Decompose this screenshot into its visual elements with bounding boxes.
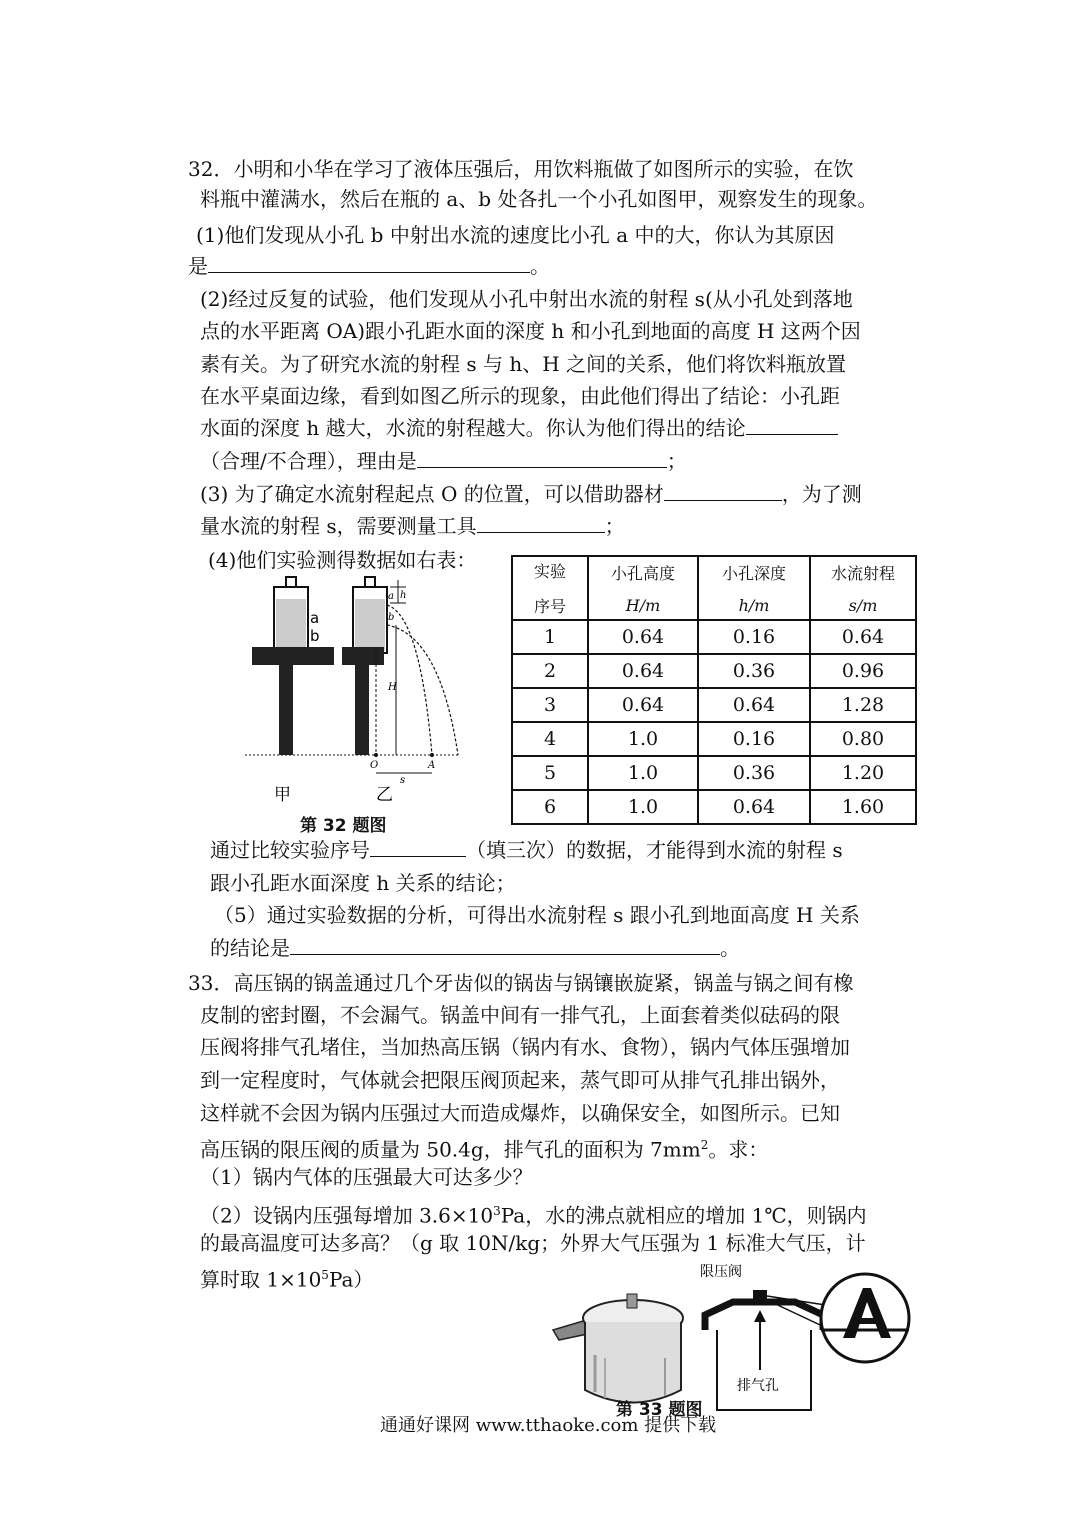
q32-line-10-end: ； xyxy=(666,449,687,473)
q32-line-4-end: 。 xyxy=(530,254,550,278)
q33-line-9: 的最高温度可达多高？（g 取 10N/kg；外界大气压强为 1 标准大气压，计 xyxy=(200,1231,866,1255)
q32-line-12 xyxy=(200,511,625,541)
answer-blank-6[interactable] xyxy=(370,836,466,857)
q32-line-15: 跟小孔距水面深度 h 关系的结论； xyxy=(210,871,516,895)
q33-line-7: （1）锅内气体的压强最大可达多少？ xyxy=(200,1165,533,1189)
q32-line-14-text: 通过比较实验序号 xyxy=(210,838,370,862)
label-O: O xyxy=(370,760,379,771)
table-row xyxy=(512,722,916,756)
q32-line-5: (2)经过反复的试验，他们发现从小孔中射出水流的射程 s(从小孔处到落地 xyxy=(200,287,853,311)
table-row xyxy=(512,790,916,824)
label-a2: a xyxy=(388,591,394,602)
answer-blank-4[interactable] xyxy=(664,480,782,501)
table-header-row xyxy=(512,556,916,620)
table-cell: 0.16 xyxy=(698,620,810,654)
table-row xyxy=(512,620,916,654)
q32-line-10 xyxy=(200,446,687,476)
q32-line-9 xyxy=(200,413,838,443)
label-jia: 甲 xyxy=(274,785,291,805)
table-cell: 1.0 xyxy=(588,756,698,790)
table-cell: 1.0 xyxy=(588,722,698,756)
table-cell: 0.36 xyxy=(698,654,810,688)
table-cell: 4 xyxy=(512,722,588,756)
label-valve: 限压阀 xyxy=(700,1264,742,1280)
figure-33 xyxy=(545,1260,915,1430)
label-yi: 乙 xyxy=(376,785,393,805)
q33-line-10 xyxy=(200,1260,373,1295)
q33-line-8-text: （2）设锅内压强每增加 3.6×10 xyxy=(200,1203,494,1228)
footer-source: 通通好课网 www.tthaoke.com 提供下载 xyxy=(380,1415,717,1436)
table-cell: 0.64 xyxy=(810,620,916,654)
q32-line-16: （5）通过实验数据的分析，可得出水流射程 s 跟小孔到地面高度 H 关系 xyxy=(214,903,860,927)
q32-line-4 xyxy=(188,251,550,281)
q33-line-4: 到一定程度时，气体就会把限压阀顶起来，蒸气即可从排气孔排出锅外， xyxy=(200,1068,840,1092)
table-row xyxy=(512,688,916,722)
q33-line-6 xyxy=(200,1130,768,1165)
q33-line-6-end: 。求： xyxy=(708,1137,769,1162)
table-cell: 3 xyxy=(512,688,588,722)
table-cell: 1.0 xyxy=(588,790,698,824)
table-cell: 1.20 xyxy=(810,756,916,790)
q32-line-12-end: ； xyxy=(604,514,625,538)
q33-line-10-end: Pa） xyxy=(328,1267,374,1292)
q32-line-3: (1)他们发现从小孔 b 中射出水流的速度比小孔 a 中的大，你认为其原因 xyxy=(196,223,835,247)
table-cell: 1.28 xyxy=(810,688,916,722)
q33-line-2: 皮制的密封圈，不会漏气。锅盖中间有一排气孔，上面套着类似砝码的限 xyxy=(200,1003,840,1027)
q32-line-11-text: (3) 为了确定水流射程起点 O 的位置，可以借助器材 xyxy=(200,482,664,506)
table-cell: 5 xyxy=(512,756,588,790)
bottle-jia-icon xyxy=(245,577,340,755)
table-cell: 0.36 xyxy=(698,756,810,790)
q33-line-5: 这样就不会因为锅内压强过大而造成爆炸，以确保安全，如图所示。已知 xyxy=(200,1101,840,1125)
header-cell: 小孔深度 h/m xyxy=(698,556,810,620)
label-s: s xyxy=(400,775,406,786)
table-cell: 1 xyxy=(512,620,588,654)
valve-detail-icon xyxy=(821,1274,909,1362)
q33-line-8-end: Pa，水的沸点就相应的增加 1℃，则锅内 xyxy=(500,1203,867,1228)
answer-blank-5[interactable] xyxy=(477,512,605,533)
figure-33-caption: 第 33 题图 xyxy=(616,1400,703,1420)
table-cell: 1.60 xyxy=(810,790,916,824)
q32-line-1: 32．小明和小华在学习了液体压强后，用饮料瓶做了如图所示的实验，在饮 xyxy=(188,157,854,181)
table-cell: 0.64 xyxy=(588,688,698,722)
q32-line-17 xyxy=(210,933,740,963)
q32-line-6: 点的水平距离 OA)跟小孔距水面的深度 h 和小孔到地面的高度 H 这两个因 xyxy=(200,319,861,343)
q32-line-17-text: 的结论是 xyxy=(210,936,290,960)
table-cell: 2 xyxy=(512,654,588,688)
table-row xyxy=(512,654,916,688)
table-cell: 0.64 xyxy=(588,620,698,654)
label-b: b xyxy=(310,627,320,645)
label-H: H xyxy=(388,682,397,693)
superscript: 3 xyxy=(493,1204,501,1218)
q32-line-14-end: （填三次）的数据，才能得到水流的射程 s xyxy=(466,838,843,862)
q32-line-11 xyxy=(200,479,862,509)
table-cell: 0.64 xyxy=(588,654,698,688)
table-cell: 0.96 xyxy=(810,654,916,688)
table-cell: 0.64 xyxy=(698,688,810,722)
answer-blank-1[interactable] xyxy=(208,252,530,273)
table-cell: 0.64 xyxy=(698,790,810,824)
figure-32-caption: 第 32 题图 xyxy=(300,816,387,836)
answer-blank-7[interactable] xyxy=(290,934,720,955)
q32-line-13: (4)他们实验测得数据如右表： xyxy=(208,548,477,572)
label-h: h xyxy=(400,590,407,601)
q32-line-14 xyxy=(210,835,843,865)
q32-line-4-text: 是 xyxy=(188,254,208,278)
q32-line-2: 料瓶中灌满水，然后在瓶的 a、b 处各扎一个小孔如图甲，观察发生的现象。 xyxy=(200,187,878,211)
q32-line-11-end: ，为了测 xyxy=(781,482,862,506)
header-cell: 小孔高度 H/m xyxy=(588,556,698,620)
label-vent: 排气孔 xyxy=(737,1378,779,1394)
label-a: a xyxy=(310,609,320,627)
table-row xyxy=(512,756,916,790)
q32-line-17-end: 。 xyxy=(720,936,740,960)
experiment-data-table xyxy=(511,555,917,825)
q32-line-12-text: 量水流的射程 s，需要测量工具 xyxy=(200,514,477,538)
q33-line-3: 压阀将排气孔堵住，当加热高压锅（锅内有水、食物），锅内气体压强增加 xyxy=(200,1035,850,1059)
q32-line-9-text: 水面的深度 h 越大，水流的射程越大。你认为他们得出的结论 xyxy=(200,416,746,440)
label-b2: b xyxy=(388,612,395,623)
answer-blank-3[interactable] xyxy=(417,447,667,468)
q33-line-8 xyxy=(200,1196,867,1231)
pressure-cooker-icon xyxy=(553,1294,683,1403)
q33-line-1: 33．高压锅的锅盖通过几个牙齿似的锅齿与锅镶嵌旋紧，锅盖与锅之间有橡 xyxy=(188,971,854,995)
q33-line-6-text: 高压锅的限压阀的质量为 50.4g，排气孔的面积为 7mm xyxy=(200,1137,701,1162)
q33-line-10-text: 算时取 1×10 xyxy=(200,1267,322,1292)
table-cell: 0.80 xyxy=(810,722,916,756)
bottle-yi-icon xyxy=(340,577,460,773)
figure-32 xyxy=(240,575,480,810)
answer-blank-2[interactable] xyxy=(746,414,838,435)
table-cell: 6 xyxy=(512,790,588,824)
header-cell: 水流射程 s/m xyxy=(810,556,916,620)
q32-line-10-text: （合理/不合理），理由是 xyxy=(200,449,417,473)
superscript: 5 xyxy=(321,1268,329,1282)
table-cell: 0.16 xyxy=(698,722,810,756)
header-cell: 实验 序号 xyxy=(512,556,588,620)
q32-line-8: 在水平桌面边缘，看到如图乙所示的现象，由此他们得出了结论：小孔距 xyxy=(200,384,840,408)
q32-line-7: 素有关。为了研究水流的射程 s 与 h、H 之间的关系，他们将饮料瓶放置 xyxy=(200,352,847,376)
superscript: 2 xyxy=(700,1138,709,1152)
label-A: A xyxy=(428,760,436,771)
